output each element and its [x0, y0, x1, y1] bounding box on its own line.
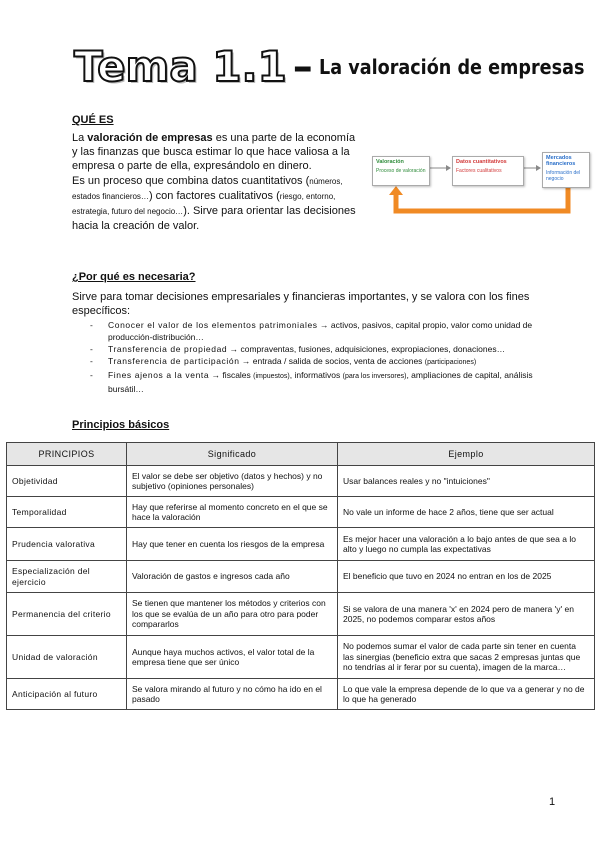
por-que-intro: Sirve para tomar decisiones empresariales y financieras importantes, y se valora con los fines específicos:: [72, 291, 530, 318]
que-es-p2-a: Es un proceso que combina datos cuantitativos (: [72, 174, 310, 187]
que-es-p1-b: es una parte de la economía y las finanzas que busca estimar lo que hace valiosa a la empresa o parte de ella, expresándolo en dinero.: [72, 132, 356, 173]
diagram-box-valoracion: [372, 156, 430, 186]
diagram-box3-sub: Información del negocio: [546, 170, 581, 182]
que-es-text: [72, 131, 362, 233]
title-subtitle: La valoración de empresas: [318, 54, 585, 79]
cell-significado: Hay que tener en cuenta los riesgos de la empresa: [127, 528, 338, 561]
diagram-box1-sub: Proceso de valoración: [376, 168, 426, 174]
header-ejemplo: Ejemplo: [338, 443, 595, 466]
cell-ejemplo: Lo que vale la empresa depende de lo que va a generar y no de lo que ha generado: [338, 679, 595, 710]
cell-principio: Unidad de valoración: [7, 636, 127, 679]
bullet2-lead: Transferencia de propiedad: [108, 344, 228, 354]
cell-significado: Se tienen que mantener los métodos y criterios con los que se evalúa de un año para otro para poder compararlos: [127, 593, 338, 636]
que-es-p2-s2: riesgo, entorno, estrategia, futuro del negocio…: [72, 191, 336, 217]
que-es-p2-s1: números, estados financieros…: [72, 176, 343, 201]
table-row: [7, 497, 595, 528]
table-row: [7, 679, 595, 710]
diagram-box2-title: Datos cuantitativos: [456, 159, 507, 165]
title-dash: –: [292, 43, 313, 90]
section-heading-por-que: ¿Por qué es necesaria?: [72, 271, 196, 283]
cell-principio: Anticipación al futuro: [7, 679, 127, 710]
bullet1-lead: Conocer el valor de los elementos patrimoniales: [108, 320, 318, 330]
cell-significado: Se valora mirando al futuro y no cómo ha ido en el pasado: [127, 679, 338, 710]
cell-principio: Permanencia del criterio: [7, 593, 127, 636]
que-es-p2-b: ) con factores cualitativos (: [148, 189, 280, 202]
fines-list: [88, 319, 548, 395]
bullet3-small: (participaciones): [424, 359, 477, 366]
bullet1-rest: → activos, pasivos, capital propio, valor como unidad de producción-distribución…: [108, 320, 533, 342]
bullet2-rest: → compraventas, fusiones, adquisiciones, expropiaciones, donaciones…: [227, 344, 506, 354]
que-es-p1-a: La: [72, 132, 88, 144]
list-item: [88, 369, 548, 395]
document-title: [74, 42, 600, 91]
list-item: [88, 343, 548, 355]
section-heading-principios: Principios básicos: [72, 419, 170, 431]
table-header-row: [7, 443, 595, 466]
cell-significado: Aunque haya muchos activos, el valor total de la empresa tiene que ser único: [127, 636, 338, 679]
header-principios: PRINCIPIOS: [7, 443, 127, 466]
table-row: [7, 593, 595, 636]
table-row: [7, 466, 595, 497]
page-number: 1: [549, 796, 556, 808]
principios-table: [6, 442, 595, 710]
diagram-box3-title: Mercados financieros: [546, 155, 576, 167]
cell-ejemplo: El beneficio que tuvo en 2024 no entran en los de 2025: [338, 561, 595, 593]
bullet4-small1: (impuestos): [253, 373, 290, 380]
cell-principio: Objetividad: [7, 466, 127, 497]
bullet4-small2: (para los inversores): [342, 373, 407, 380]
cell-significado: Hay que referirse al momento concreto en el que se hace la valoración: [127, 497, 338, 528]
diagram-box-datos: [452, 156, 524, 186]
bullet3-rest: → entrada / salida de socios, venta de acciones: [239, 356, 425, 366]
bullet4-rest-c: , ampliaciones de capital, análisis bursátil…: [108, 370, 533, 394]
bullet4-rest-a: → fiscales: [209, 370, 254, 380]
diagram-box2-sub: Factores cualitativos: [456, 168, 502, 174]
valuation-diagram: [368, 148, 590, 222]
bullet3-lead: Transferencia de participación: [108, 356, 240, 366]
cell-principio: Prudencia valorativa: [7, 528, 127, 561]
list-item: [88, 355, 548, 369]
cell-significado: El valor se debe ser objetivo (datos y hechos) y no subjetivo (opiniones personales): [127, 466, 338, 497]
diagram-box-mercados: [542, 152, 590, 188]
table-row: [7, 528, 595, 561]
section-heading-que-es: QUÉ ES: [72, 114, 114, 126]
bullet4-rest-b: , informativos: [289, 370, 343, 380]
diagram-box1-title: Valoración: [376, 159, 404, 165]
header-significado: Significado: [127, 443, 338, 466]
table-row: [7, 636, 595, 679]
que-es-p2-c: ). Sirve para orientar las decisiones hacia la creación de valor.: [72, 205, 356, 233]
title-main: Tema 1.1: [74, 42, 287, 91]
cell-ejemplo: Si se valora de una manera 'x' en 2024 pero de manera 'y' en 2025, no podemos comparar estos años: [338, 593, 595, 636]
cell-ejemplo: No podemos sumar el valor de cada parte sin tener en cuenta las sinergias (beneficio extra que sacas 2 empresas juntas que no tendrías al ir ferar por su cuenta), imagen de la marca…: [338, 636, 595, 679]
cell-significado: Valoración de gastos e ingresos cada año: [127, 561, 338, 593]
table-row: [7, 561, 595, 593]
que-es-p1-bold: valoración de empresas: [87, 132, 213, 144]
list-item: [88, 319, 548, 343]
cell-ejemplo: No vale un informe de hace 2 años, tiene que ser actual: [338, 497, 595, 528]
cell-ejemplo: Es mejor hacer una valoración a lo bajo antes de que sea a lo alto y luego no cumpla las expectativas: [338, 528, 595, 561]
cell-principio: Temporalidad: [7, 497, 127, 528]
bullet4-lead: Fines ajenos a la venta: [108, 370, 210, 380]
cell-ejemplo: Usar balances reales y no "intuiciones": [338, 466, 595, 497]
cell-principio: Especialización del ejercicio: [7, 561, 127, 593]
